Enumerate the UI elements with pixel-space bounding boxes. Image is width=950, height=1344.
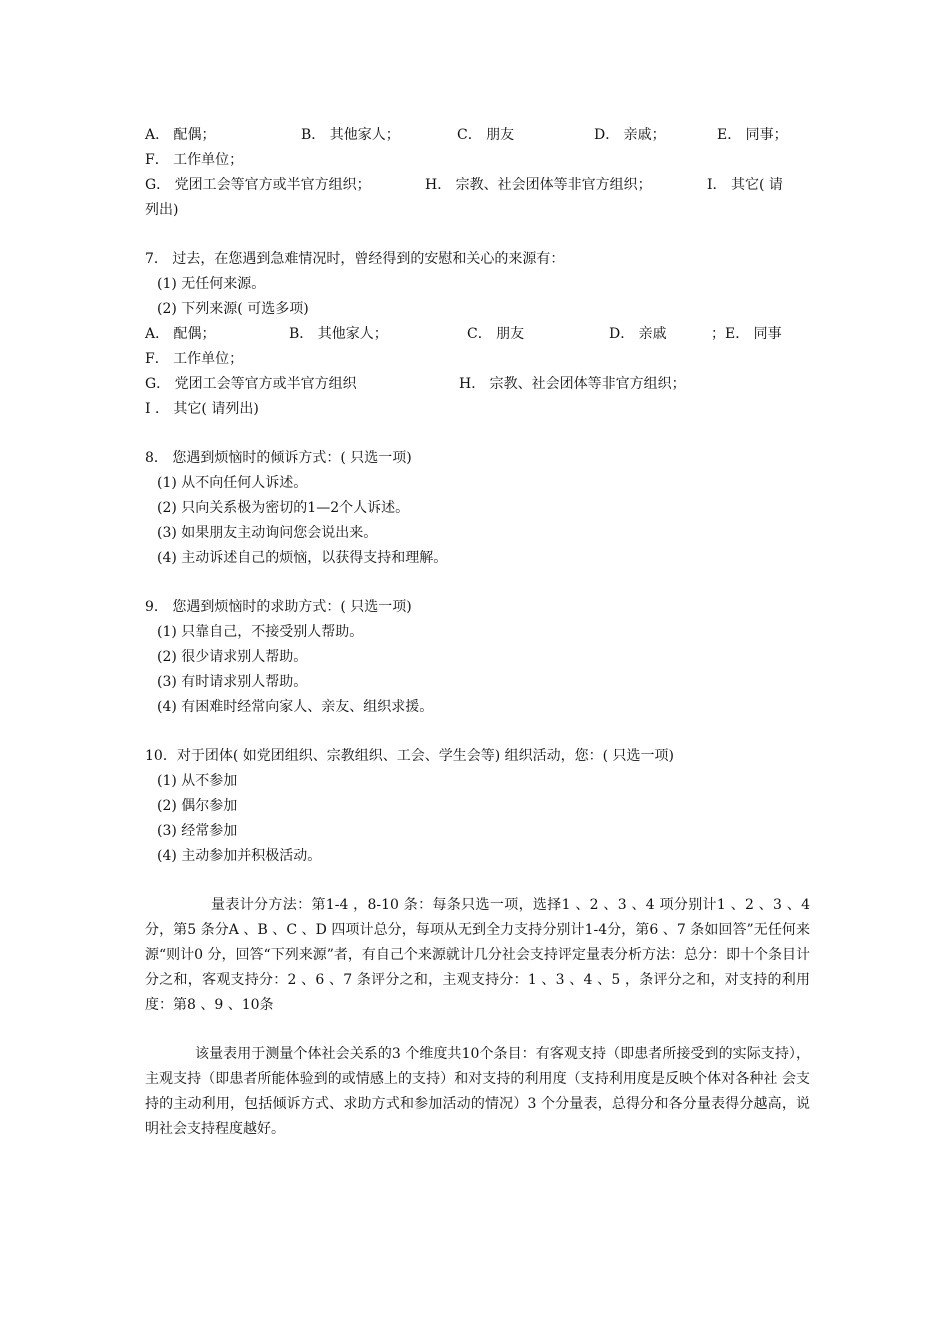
- q7-options-row-3: [145, 372, 810, 397]
- q8-option-4: (4) 主动诉述自己的烦恼，以获得支持和理解。: [157, 550, 448, 566]
- q6-option-f: F． 工作单位；: [145, 152, 244, 168]
- q8-option-1: (1) 从不向任何人诉述。: [157, 475, 308, 491]
- q6-option-h: H． 宗教、社会团体等非官方组织；: [425, 177, 652, 193]
- q6-options-row-4: [145, 198, 810, 223]
- q6-option-b: B． 其他家人；: [301, 127, 400, 143]
- q10-option-3: (3) 经常参加: [157, 823, 238, 839]
- q7-sub-option-2: (2) 下列来源( 可选多项): [157, 301, 309, 317]
- q6-option-a: A． 配偶；: [145, 127, 216, 143]
- q6-options-row-1: [145, 123, 810, 148]
- q10-title: 10．对于团体( 如党团组织、宗教组织、工会、学生会等) 组织活动，您：( 只选一项): [145, 748, 675, 764]
- q7-option-f: F． 工作单位；: [145, 351, 244, 367]
- q7-option-b: B． 其他家人；: [289, 326, 388, 342]
- q6-option-g: G． 党团工会等官方或半官方组织；: [145, 177, 371, 193]
- scoring-method-paragraph: 量表计分方法：第1-4 ，8-10 条：每条只选一项，选择1 、2 、3 、4 项分别计1 、2 、3 、4 分，第5 条分A 、B 、C 、D 四项计总分，每项从无到全力支持分别计1-4分，第6 、7 条如回答”无任何来源“则计0 分，回答“下列来源”者，有自己个来源就计几分社会支持评定量表分析方法：总分：即十个条目计分之和，客观支持分：2 、6 、7 条评分之和，主观支持分：1 、3 、4 、5 ，条评分之和，对支持的利用度：第8 、9 、10条: [145, 897, 810, 1013]
- q7-option-e: ；E． 同事: [711, 326, 782, 342]
- q9-option-3: (3) 有时请求别人帮助。: [157, 674, 308, 690]
- scale-description-paragraph: 该量表用于测量个体社会关系的3 个维度共10个条目：有客观支持（即患者所接受到的实际支持），主观支持（即患者所能体验到的或情感上的支持）和对支持的利用度（支持利用度是反映个体对各种社 会支持的主动利用，包括倾诉方式、求助方式和参加活动的情况）3 个分量表，总得分和各分量表得分越高，说明社会支持程度越好。: [145, 1046, 810, 1137]
- document-page: [145, 123, 810, 1142]
- q7-option-h: H． 宗教、社会团体等非官方组织；: [459, 376, 686, 392]
- q7-title: 7． 过去，在您遇到急难情况时，曾经得到的安慰和关心的来源有：: [145, 251, 565, 267]
- q8-option-3: (3) 如果朋友主动询问您会说出来。: [157, 525, 378, 541]
- q8-option-2: (2) 只向关系极为密切的1—2个人诉述。: [157, 500, 410, 516]
- q9-option-4: (4) 有困难时经常向家人、亲友、组织求援。: [157, 699, 434, 715]
- q7-option-i: I ． 其它( 请列出): [145, 401, 259, 417]
- q8-title: 8． 您遇到烦恼时的倾诉方式：( 只选一项): [145, 450, 412, 466]
- q7-option-a: A． 配偶；: [145, 326, 216, 342]
- q6-option-i: I． 其它( 请: [707, 177, 783, 193]
- q7-option-c: C． 朋友: [467, 326, 525, 342]
- q6-option-d: D． 亲戚；: [594, 127, 666, 143]
- q6-options-row-2: [145, 148, 810, 173]
- q7-option-g: G． 党团工会等官方或半官方组织: [145, 376, 357, 392]
- q9-title: 9． 您遇到烦恼时的求助方式：( 只选一项): [145, 599, 412, 615]
- q7-sub-option-1: (1) 无任何来源。: [157, 276, 266, 292]
- q10-option-2: (2) 偶尔参加: [157, 798, 238, 814]
- q6-options-row-3: [145, 173, 810, 198]
- q7-options-row-4: [145, 397, 810, 422]
- q7-options-row-1: [145, 322, 810, 347]
- q6-option-c: C． 朋友: [457, 127, 515, 143]
- q10-option-1: (1) 从不参加: [157, 773, 238, 789]
- q10-option-4: (4) 主动参加并积极活动。: [157, 848, 322, 864]
- q7-options-row-2: [145, 347, 810, 372]
- q7-option-d: D． 亲戚: [609, 326, 667, 342]
- q9-option-1: (1) 只靠自己，不接受别人帮助。: [157, 624, 364, 640]
- q6-option-i-cont: 列出): [145, 202, 179, 218]
- q9-option-2: (2) 很少请求别人帮助。: [157, 649, 308, 665]
- q6-option-e: E． 同事；: [717, 127, 788, 143]
